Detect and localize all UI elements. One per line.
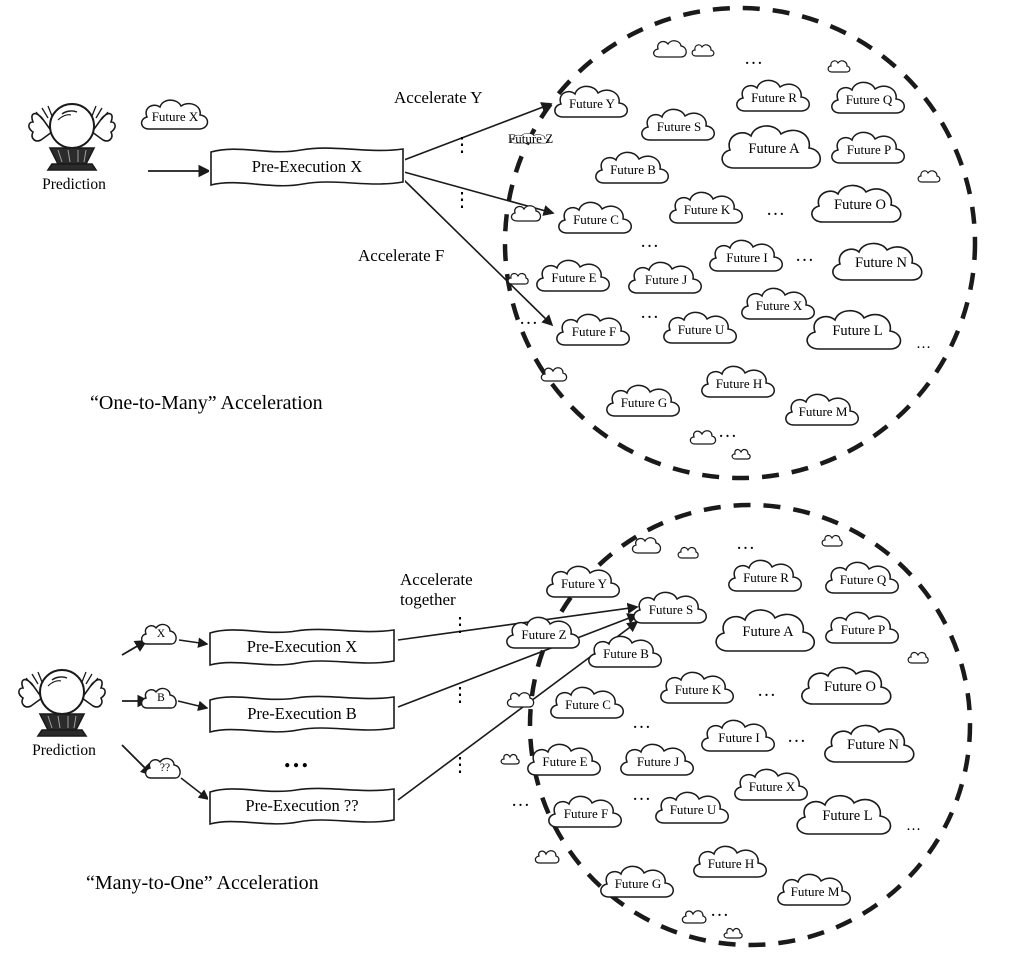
future-cloud: [826, 238, 936, 290]
future-cloud: [704, 236, 790, 280]
cloud-label: Future Y: [560, 576, 608, 591]
bottom-ellipsis: …: [632, 712, 651, 733]
cloud-label: Future R: [743, 570, 789, 585]
decorative-cloud: [676, 545, 700, 561]
future-cloud: [553, 198, 639, 242]
future-cloud: [501, 613, 587, 657]
future-cloud: [696, 716, 782, 760]
cloud-label: X: [156, 627, 166, 640]
decorative-cloud: [730, 447, 752, 462]
future-cloud: [780, 390, 866, 434]
cloud-label: Future N: [855, 255, 907, 272]
decorative-cloud: [906, 650, 930, 666]
future-cloud: [655, 668, 741, 712]
future-cloud: [508, 132, 553, 146]
decorative-cloud: [722, 926, 744, 941]
top-vertical-dots-2: ⋮: [452, 189, 472, 211]
bottom-panel-caption: “Many-to-One” Acceleration: [86, 872, 319, 894]
future-cloud: [549, 82, 635, 126]
cloud-label: Future J: [636, 754, 680, 769]
cloud-label: Future P: [840, 622, 886, 637]
decorative-cloud: [916, 168, 942, 186]
future-cloud: [790, 790, 905, 844]
cloud-label: Future B: [610, 162, 656, 177]
cloud-label: Future U: [669, 802, 717, 817]
cloud-label: Future L: [822, 808, 873, 825]
cloud-label: Future K: [683, 202, 731, 217]
cloud-label: Future I: [726, 250, 768, 265]
accelerate-together-label: [400, 570, 510, 609]
preexec-box-x-label: Pre-Execution X: [246, 637, 358, 656]
accelerate-together-line2: together: [400, 589, 456, 609]
cloud-label: Future Q: [839, 572, 887, 587]
bottom-ellipsis: …: [906, 818, 921, 834]
cloud-label: Future I: [718, 730, 760, 745]
accelerate-f-label: Accelerate F: [358, 246, 445, 265]
top-ellipsis: …: [795, 245, 814, 266]
future-cloud: [522, 740, 608, 784]
cloud-label: Future U: [677, 322, 725, 337]
future-cloud: [795, 662, 905, 714]
decorative-cloud: [499, 752, 521, 767]
future-cloud: [731, 76, 817, 120]
decorative-cloud: [630, 535, 664, 557]
top-ellipsis: …: [744, 48, 763, 69]
cloud-label: Future A: [748, 141, 800, 158]
future-cloud: [545, 683, 631, 727]
future-cloud: [531, 256, 617, 300]
cloud-label: Future K: [674, 682, 722, 697]
top-panel-caption: “One-to-Many” Acceleration: [90, 392, 323, 414]
future-cloud: [658, 308, 744, 352]
seed-cloud-x: [138, 620, 184, 650]
future-cloud: [723, 556, 809, 600]
bottom-boxes-ellipsis: …: [283, 744, 309, 773]
cloud-label: Future G: [620, 395, 668, 410]
cloud-label: Future J: [644, 272, 688, 287]
decorative-cloud: [680, 908, 708, 927]
future-cloud: [714, 120, 834, 180]
cloud-label: Future O: [834, 197, 886, 214]
cloud-label: Future H: [707, 856, 755, 871]
bottom-vertical-dots-3: ⋮: [450, 754, 470, 776]
decorative-cloud: [539, 365, 569, 385]
future-cloud: [820, 558, 906, 602]
future-cloud: [590, 148, 676, 192]
cloud-label: Future Q: [845, 92, 893, 107]
future-cloud: [595, 862, 681, 906]
seed-cloud-future-x: [136, 95, 214, 139]
future-cloud: [696, 362, 782, 406]
cloud-label: Future A: [742, 624, 794, 641]
cloud-label: Future E: [542, 754, 588, 769]
decorative-cloud: [506, 271, 530, 287]
accelerate-y-label: Accelerate Y: [394, 88, 483, 107]
preexec-box-top[interactable]: [209, 146, 405, 188]
bottom-ellipsis: …: [632, 784, 651, 805]
cloud-label: Future X: [748, 779, 796, 794]
crystal-ball-icon-bottom: [12, 658, 112, 738]
future-cloud: [818, 720, 928, 772]
future-cloud: [543, 792, 629, 836]
future-cloud: [826, 128, 912, 172]
top-ellipsis: …: [766, 199, 785, 220]
preexec-box-unknown[interactable]: [208, 786, 396, 826]
decorative-cloud: [651, 38, 691, 62]
future-cloud: [772, 870, 858, 914]
future-cloud: [688, 842, 774, 886]
decorative-cloud: [509, 203, 545, 225]
cloud-label: Future X: [151, 109, 199, 124]
cloud-label: Future E: [551, 270, 597, 285]
future-cloud: [601, 381, 687, 425]
top-ellipsis: …: [640, 302, 659, 323]
cloud-label: Future Z: [508, 131, 554, 146]
cloud-label: Future L: [832, 323, 883, 340]
future-cloud-target: [628, 588, 714, 632]
decorative-cloud: [820, 533, 844, 549]
decorative-cloud: [688, 428, 718, 448]
future-cloud: [650, 788, 736, 832]
future-cloud: [800, 305, 915, 359]
bottom-vertical-dots-2: ⋮: [450, 684, 470, 706]
cloud-label: Future C: [565, 697, 611, 712]
decorative-cloud: [505, 690, 537, 711]
top-ellipsis: …: [519, 308, 538, 329]
future-cloud: [636, 105, 722, 149]
cloud-label: Future S: [648, 602, 694, 617]
seed-cloud-b: [138, 684, 184, 714]
cloud-label: Future G: [614, 876, 662, 891]
cloud-label: Future H: [715, 376, 763, 391]
prediction-label-bottom: Prediction: [32, 742, 96, 759]
top-ellipsis: …: [916, 336, 931, 352]
cloud-label: ??: [159, 761, 171, 774]
cloud-label: Future M: [798, 404, 848, 419]
future-cloud: [541, 562, 627, 606]
future-cloud: [551, 310, 637, 354]
bottom-ellipsis: …: [736, 533, 755, 554]
decorative-cloud: [690, 42, 716, 60]
preexec-box-top-label: Pre-Execution X: [251, 157, 363, 176]
future-cloud: [805, 180, 915, 232]
bottom-vertical-dots-1: ⋮: [450, 614, 470, 636]
cloud-label: Future M: [790, 884, 840, 899]
future-cloud: [615, 740, 701, 784]
cloud-label: B: [157, 691, 165, 704]
bottom-ellipsis: …: [787, 726, 806, 747]
decorative-cloud: [826, 58, 852, 76]
preexec-box-b[interactable]: [208, 694, 396, 734]
cloud-label: Future F: [571, 324, 617, 339]
accelerate-together-line1: Accelerate: [400, 570, 473, 589]
top-ellipsis: …: [718, 421, 737, 442]
bottom-ellipsis: …: [757, 680, 776, 701]
preexec-box-unknown-label: Pre-Execution ??: [245, 796, 359, 815]
cloud-label: Future S: [656, 119, 702, 134]
cloud-label: Future O: [824, 679, 876, 696]
bottom-ellipsis: …: [511, 790, 530, 811]
prediction-label-top: Prediction: [42, 176, 106, 193]
crystal-ball-icon-top: [22, 92, 122, 172]
cloud-label: Future F: [563, 806, 609, 821]
cloud-label: Future Y: [568, 96, 616, 111]
cloud-label: Future R: [751, 90, 797, 105]
preexec-box-x[interactable]: [208, 627, 396, 667]
decorative-cloud: [533, 848, 561, 867]
cloud-label: Future Z: [521, 627, 567, 642]
future-cloud: [708, 604, 828, 662]
top-vertical-dots-1: ⋮: [452, 134, 472, 156]
future-cloud: [623, 258, 709, 302]
cloud-label: Future P: [846, 142, 892, 157]
cloud-label: Future X: [755, 298, 803, 313]
seed-cloud-unknown: [142, 754, 188, 784]
future-cloud: [820, 608, 906, 652]
preexec-box-b-label: Pre-Execution B: [247, 704, 357, 723]
top-ellipsis: …: [640, 231, 659, 252]
bottom-ellipsis: …: [710, 900, 729, 921]
cloud-label: Future C: [573, 212, 619, 227]
future-cloud: [664, 188, 750, 232]
future-cloud: [826, 78, 912, 122]
cloud-label: Future N: [847, 737, 899, 754]
cloud-label: Future B: [603, 646, 649, 661]
